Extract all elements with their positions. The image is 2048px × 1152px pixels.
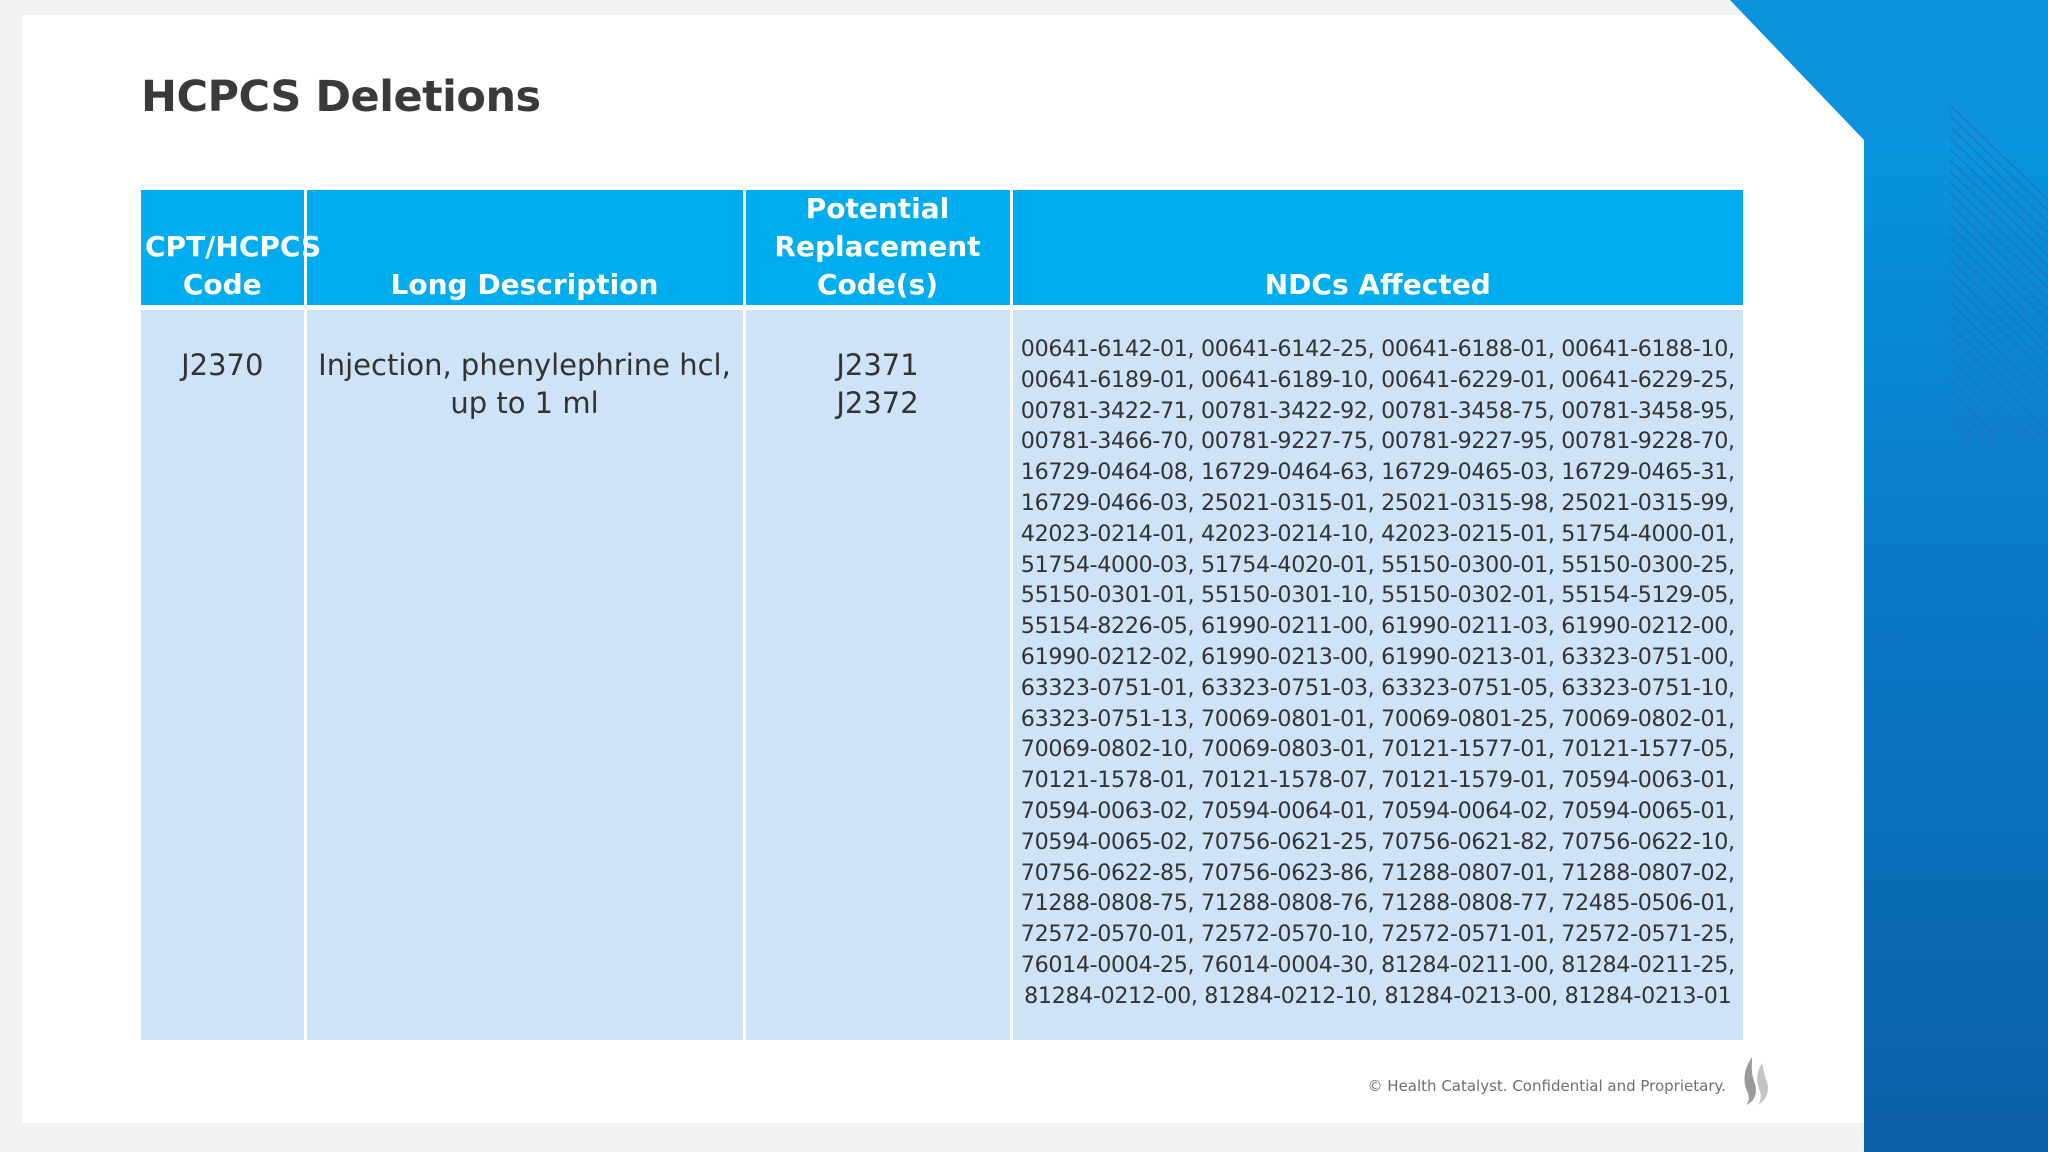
ndc-line: 76014-0004-25, 76014-0004-30, 81284-0211-00, 81284-0211-25, (1020, 951, 1735, 978)
ndc-line: 00781-3422-71, 00781-3422-92, 00781-3458-75, 00781-3458-95, (1020, 397, 1735, 424)
header-replacement-line3: Code(s) (816, 268, 939, 301)
stripe-line (1950, 391, 2048, 445)
table-row (141, 308, 1743, 1040)
ndc-line: 00781-3466-70, 00781-9227-75, 00781-9227-95, 00781-9228-70, (1020, 428, 1735, 455)
ndc-line: 42023-0214-01, 42023-0214-10, 42023-0215-01, 51754-4000-01, (1020, 520, 1735, 547)
header-ndcs-label: NDCs Affected (1264, 268, 1491, 301)
stripe-line (1950, 358, 2048, 445)
diagonal-stripes-decoration (1950, 105, 2048, 445)
ndc-line: 00641-6142-01, 00641-6142-25, 00641-6188-01, 00641-6188-10, (1020, 336, 1735, 362)
header-long-description (305, 190, 744, 308)
ndc-line: 70594-0065-02, 70756-0621-25, 70756-0621-82, 70756-0622-10, (1020, 828, 1735, 855)
ndc-line: 71288-0808-75, 71288-0808-76, 71288-0808-77, 72485-0506-01, (1020, 890, 1735, 917)
ndc-line: 70069-0802-10, 70069-0803-01, 70121-1577-01, 70121-1577-05, (1020, 736, 1735, 763)
replacement-code: J2371 (836, 348, 919, 382)
ndc-line: 16729-0466-03, 25021-0315-01, 25021-0315-98, 25021-0315-99, (1020, 489, 1735, 516)
stripe-line (1950, 380, 2048, 445)
ndc-line: 63323-0751-01, 63323-0751-03, 63323-0751-05, 63323-0751-10, (1020, 674, 1735, 701)
header-replacement-line1: Potential (805, 192, 950, 225)
flame-logo-icon (1738, 1055, 1774, 1107)
copyright-footer: © Health Catalyst. Confidential and Proprietary. (1367, 1077, 1726, 1095)
ndcs-affected-cell (1011, 308, 1743, 1040)
ndc-line: 63323-0751-13, 70069-0801-01, 70069-0801-25, 70069-0802-01, (1020, 705, 1735, 732)
hcpcs-deletions-table (141, 190, 1743, 1040)
header-code (141, 190, 322, 308)
ndc-line: 70594-0063-02, 70594-0064-01, 70594-0064-02, 70594-0065-01, (1020, 797, 1735, 824)
ndc-line: 70121-1578-01, 70121-1578-07, 70121-1579-01, 70594-0063-01, (1020, 767, 1735, 794)
header-description-label: Long Description (390, 268, 659, 301)
header-code-line1: CPT/HCPCS (145, 230, 322, 263)
ndc-line: 72572-0570-01, 72572-0570-10, 72572-0571-01, 72572-0571-25, (1020, 921, 1735, 948)
header-replacement-line2: Replacement (774, 230, 981, 263)
ndc-line: 51754-4000-03, 51754-4020-01, 55150-0300-01, 55150-0300-25, (1020, 551, 1735, 578)
header-replacement-codes (744, 190, 1011, 308)
ndc-line: 55154-8226-05, 61990-0211-00, 61990-0211-03, 61990-0212-00, (1020, 613, 1735, 640)
stripe-line (1950, 369, 2048, 445)
description-cell: Injection, phenylephrine hcl, up to 1 ml (305, 308, 744, 1040)
ndc-line: 70756-0622-85, 70756-0623-86, 71288-0807-01, 71288-0807-02, (1020, 859, 1735, 886)
header-ndcs-affected (1011, 190, 1743, 308)
ndc-line: 81284-0212-00, 81284-0212-10, 81284-0213-00, 81284-0213-01 (1024, 982, 1732, 1009)
ndc-line: 16729-0464-08, 16729-0464-63, 16729-0465-03, 16729-0465-31, (1020, 459, 1735, 486)
replacement-codes-cell (744, 308, 1011, 1040)
ndc-line: 55150-0301-01, 55150-0301-10, 55150-0302-01, 55154-5129-05, (1020, 582, 1735, 609)
ndc-line: 61990-0212-02, 61990-0213-00, 61990-0213-01, 63323-0751-00, (1020, 643, 1735, 670)
page-title: HCPCS Deletions (141, 72, 541, 122)
ndc-line: 00641-6189-01, 00641-6189-10, 00641-6229-01, 00641-6229-25, (1020, 366, 1735, 393)
replacement-code: J2372 (836, 386, 919, 420)
header-code-line2: Code (182, 268, 262, 301)
table-header-row (141, 190, 1743, 308)
code-cell: J2370 (141, 308, 305, 1040)
